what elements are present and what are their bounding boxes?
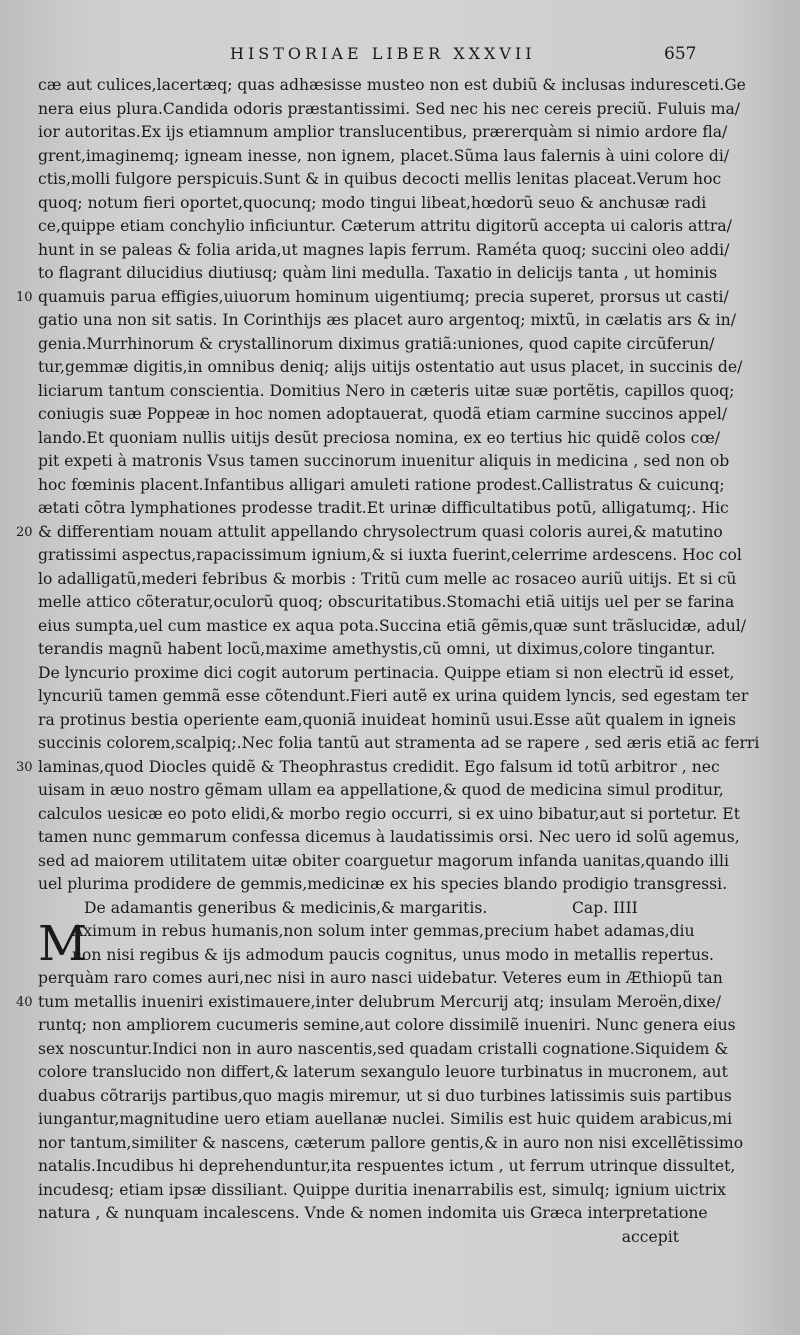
text-line: [38, 168, 722, 192]
line-text: eius sumpta,uel cum mastice ex aqua pota.Succina etiã gẽmis,quæ sunt trãslucidæ, adul/: [38, 616, 746, 635]
text-line: [38, 544, 742, 568]
line-text: natalis.Incudibus hi deprehenduntur,ita respuentes ictum , ut ferrum utrinque dissultet,: [38, 1157, 736, 1175]
text-line: [38, 803, 740, 827]
line-text: cæ aut culices,lacertæq; quas adhæsisse musteo non est dubiũ & inclusas induresceti.Ge: [38, 76, 746, 94]
margin-line-number: 20: [16, 524, 33, 540]
text-line: [38, 685, 749, 709]
line-text: lando.Et quoniam nullis uitijs desũt preciosa nomina, ex eo tertius hic quidẽ colos cœ/: [38, 428, 721, 447]
text-line: [38, 850, 729, 874]
line-text: non nisi regibus & ijs admodum paucis cognitus, unus modo in metallis repertus.: [72, 945, 714, 964]
text-line: [38, 215, 732, 239]
text-line: [38, 1085, 732, 1109]
text-line: [38, 1061, 728, 1085]
text-line: [38, 615, 746, 639]
line-text: gatio una non sit satis. In Corinthijs æs placet auro argentoq; mixtũ, in cælatis ars & in/: [38, 311, 736, 329]
line-text: uel plurima prodidere de gemmis,medicinæ ex his species blando prodigio transgressi.: [38, 875, 728, 893]
text-line: [38, 74, 746, 98]
line-text: terandis magnũ habent locũ,maxime amethystis,cũ omni, ut diximus,colore tingantur.: [38, 640, 716, 658]
chapter-number: Cap. IIII: [572, 898, 638, 917]
line-text: coniugis suæ Poppeæ in hoc nomen adoptauerat, quodã etiam carmine succinos appel/: [38, 405, 728, 423]
line-text: tur,gemmæ digitis,in omnibus deniq; alijs uitijs ostentatio aut usus placet, in succinis de/: [38, 358, 743, 376]
line-text: laminas,quod Diocles quidẽ & Theophrastus credidit. Ego falsum id totũ arbitror , nec: [38, 757, 720, 776]
text-line: [16, 286, 729, 310]
line-text: sex noscuntur.Indici non in auro nascentis,sed quadam cristalli cognatione.Siquidem &: [38, 1039, 729, 1058]
text-line: [38, 121, 728, 145]
line-text: runtq; non ampliorem cucumeris semine,aut colore dissimilẽ inueniri. Nunc genera eius: [38, 1016, 736, 1034]
text-line: [38, 873, 728, 897]
text-line: [38, 709, 736, 733]
text-line: [38, 1132, 744, 1156]
margin-line-number: 10: [16, 289, 33, 305]
main-paragraph: [16, 74, 760, 897]
text-line: [38, 967, 723, 991]
text-line: [38, 944, 714, 968]
line-text: grent,imaginemq; igneam inesse, non ignem, placet.Sũma laus falernis à uini colore di/: [38, 146, 730, 165]
margin-line-number: 30: [16, 759, 33, 775]
line-text: natura , & nunquam incalescens. Vnde & nomen indomita uis Græca interpretatione: [38, 1204, 708, 1222]
text-line: [38, 427, 721, 451]
text-line: [38, 333, 715, 357]
body-text: [16, 74, 760, 1249]
line-text: genia.Murrhinorum & crystallinorum diximus gratiã:uniones, quod capite circũferun/: [38, 334, 715, 353]
line-text: De lyncurio proxime dici cogit autorum pertinacia. Quippe etiam si non electrũ id esset,: [38, 663, 735, 682]
line-text: ctis,molli fulgore perspicuis.Sunt & in quibus decocti mellis lenitas placeat.Verum hoc: [38, 170, 722, 188]
text-line: [38, 98, 741, 122]
line-text: iungantur,magnitudine uero etiam auellanæ nuclei. Similis est huic quidem arabicus,mi: [38, 1110, 733, 1128]
text-line: [38, 192, 707, 216]
text-line: [16, 521, 723, 545]
line-text: ce,quippe etiam conchylio inficiuntur. Cæterum attritu digitorũ accepta ui caloris attra/: [38, 217, 732, 235]
line-text: pit expeti à matronis Vsus tamen succinorum inuenitur aliquis in medicina , sed non ob: [38, 452, 730, 470]
text-line: [38, 474, 725, 498]
line-text: ætati cõtra lymphationes prodesse tradit.Et urinæ difficultatibus potũ, alligatumq;. Hic: [38, 499, 729, 517]
line-text: nor tantum,similiter & nascens, cæterum pallore gentis,& in auro non nisi excellẽtissimo: [38, 1133, 744, 1152]
text-line: [38, 638, 716, 662]
margin-line-number: 40: [16, 994, 33, 1010]
chapter-paragraph: [16, 916, 744, 1226]
text-line: [38, 239, 730, 263]
line-text: lo adalligatũ,mederi febribus & morbis : Tritũ cum melle ac rosaceo auriũ uitijs. Et si cũ: [38, 569, 737, 588]
line-text: tamen nunc gemmarum confessa dicemus à laudatissimis orsi. Nec uero id solũ agemus,: [38, 828, 740, 846]
line-text: lyncuriũ tamen gemmã esse cõtendunt.Fieri autẽ ex urina quidem lyncis, sed egestam ter: [38, 687, 749, 705]
text-line: [38, 450, 730, 474]
line-text: ior autoritas.Ex ijs etiamnum amplior translucentibus, prærerquàm si nimio ardore fla/: [38, 123, 728, 141]
text-line: [38, 1038, 729, 1062]
line-text: gratissimi aspectus,rapacissimum ignium,& si iuxta fuerint,celerrime ardescens. Hoc col: [38, 546, 742, 564]
line-text: succinis colorem,scalpiq;.Nec folia tantũ aut stramenta ad se rapere , sed æris etiã ac ferri: [38, 734, 760, 752]
drop-cap: M: [38, 916, 88, 972]
text-line: [38, 1179, 726, 1203]
text-line: [38, 1108, 733, 1132]
catchword: accepit: [621, 1227, 679, 1246]
text-line: [38, 662, 735, 686]
text-line: [38, 403, 728, 427]
line-text: sed ad maiorem utilitatem uitæ obiter coarguetur magorum infanda uanitas,quando illi: [38, 851, 729, 870]
text-line: [38, 826, 740, 850]
chapter-heading: [38, 897, 683, 921]
text-line: [38, 1155, 736, 1179]
line-text: hunt in se paleas & folia arida,ut magnes lapis ferrum. Raméta quoq; succini oleo addi/: [38, 240, 730, 259]
text-line: [38, 380, 735, 404]
line-text: perquàm raro comes auri,nec nisi in auro nasci uidebatur. Veteres eum in Æthiopũ tan: [38, 969, 723, 987]
line-text: liciarum tantum conscientia. Domitius Nero in cæteris uitæ suæ portẽtis, capillos quoq;: [38, 381, 735, 400]
text-line: [38, 779, 724, 803]
line-text: quamuis parua effigies,uiuorum hominum uigentiumq; precia superet, prorsus ut casti/: [38, 287, 729, 306]
text-line: [38, 920, 695, 944]
text-line: [38, 497, 729, 521]
line-text: tum metallis inueniri existimauere,inter delubrum Mercurij atq; insulam Meroën,dixe/: [38, 992, 721, 1011]
line-text: ra protinus bestia operiente eam,quoniã inuideat hominũ usui.Esse aũt qualem in igneis: [38, 710, 736, 729]
text-line: [38, 591, 735, 615]
line-text: & differentiam nouam attulit appellando chrysolectrum quasi coloris aurei,& matutino: [38, 522, 723, 541]
text-line: [38, 145, 730, 169]
line-text: duabus cõtrarijs partibus,quo magis miremur, ut si duo turbines latissimis suis partibus: [38, 1086, 732, 1105]
text-line: [38, 1202, 708, 1226]
running-head: HISTORIAE LIBER XXXVII: [230, 44, 536, 63]
line-text: calculos uesicæ eo poto elidi,& morbo regio occurri, si ex uino bibatur,aut si portetur. Et: [38, 804, 740, 823]
text-line: [38, 732, 760, 756]
line-text: melle attico cõteratur,oculorũ quoq; obscuritatibus.Stomachi etiã uitijs uel per se farina: [38, 593, 735, 611]
text-line: [16, 756, 720, 780]
line-text: uisam in æuo nostro gẽmam ullam ea appellatione,& quod de medicina simul proditur,: [38, 781, 724, 799]
text-line: [38, 568, 737, 592]
line-text: colore translucido non differt,& laterum sexangulo leuore turbinatus in mucronem, aut: [38, 1063, 728, 1081]
text-line: [38, 309, 736, 333]
chapter-title: De adamantis generibus & medicinis,& margaritis.: [84, 898, 488, 917]
line-text: hoc fœminis placent.Infantibus alligari amuleti ratione prodest.Callistratus & cuicunq;: [38, 475, 725, 494]
text-line: [38, 1014, 736, 1038]
text-line: [38, 356, 743, 380]
line-text: nera eius plura.Candida odoris præstantissimi. Sed nec his nec cereis preciũ. Fuluis ma/: [38, 99, 741, 118]
text-line: [16, 991, 721, 1015]
line-text: to flagrant dilucidius diutiusq; quàm lini medulla. Taxatio in delicijs tanta , ut hominis: [38, 264, 718, 282]
line-text: quoq; notum fieri oportet,quocunq; modo tingui libeat,hœdorũ seuo & anchusæ radi: [38, 193, 707, 212]
line-text: incudesq; etiam ipsæ dissiliant. Quippe duritia inenarrabilis est, simulq; ignium uictrix: [38, 1180, 726, 1199]
text-line: [38, 262, 718, 286]
page-number: 657: [664, 44, 697, 64]
line-text: Aximum in rebus humanis,non solum inter gemmas,precium habet adamas,diu: [72, 922, 695, 940]
